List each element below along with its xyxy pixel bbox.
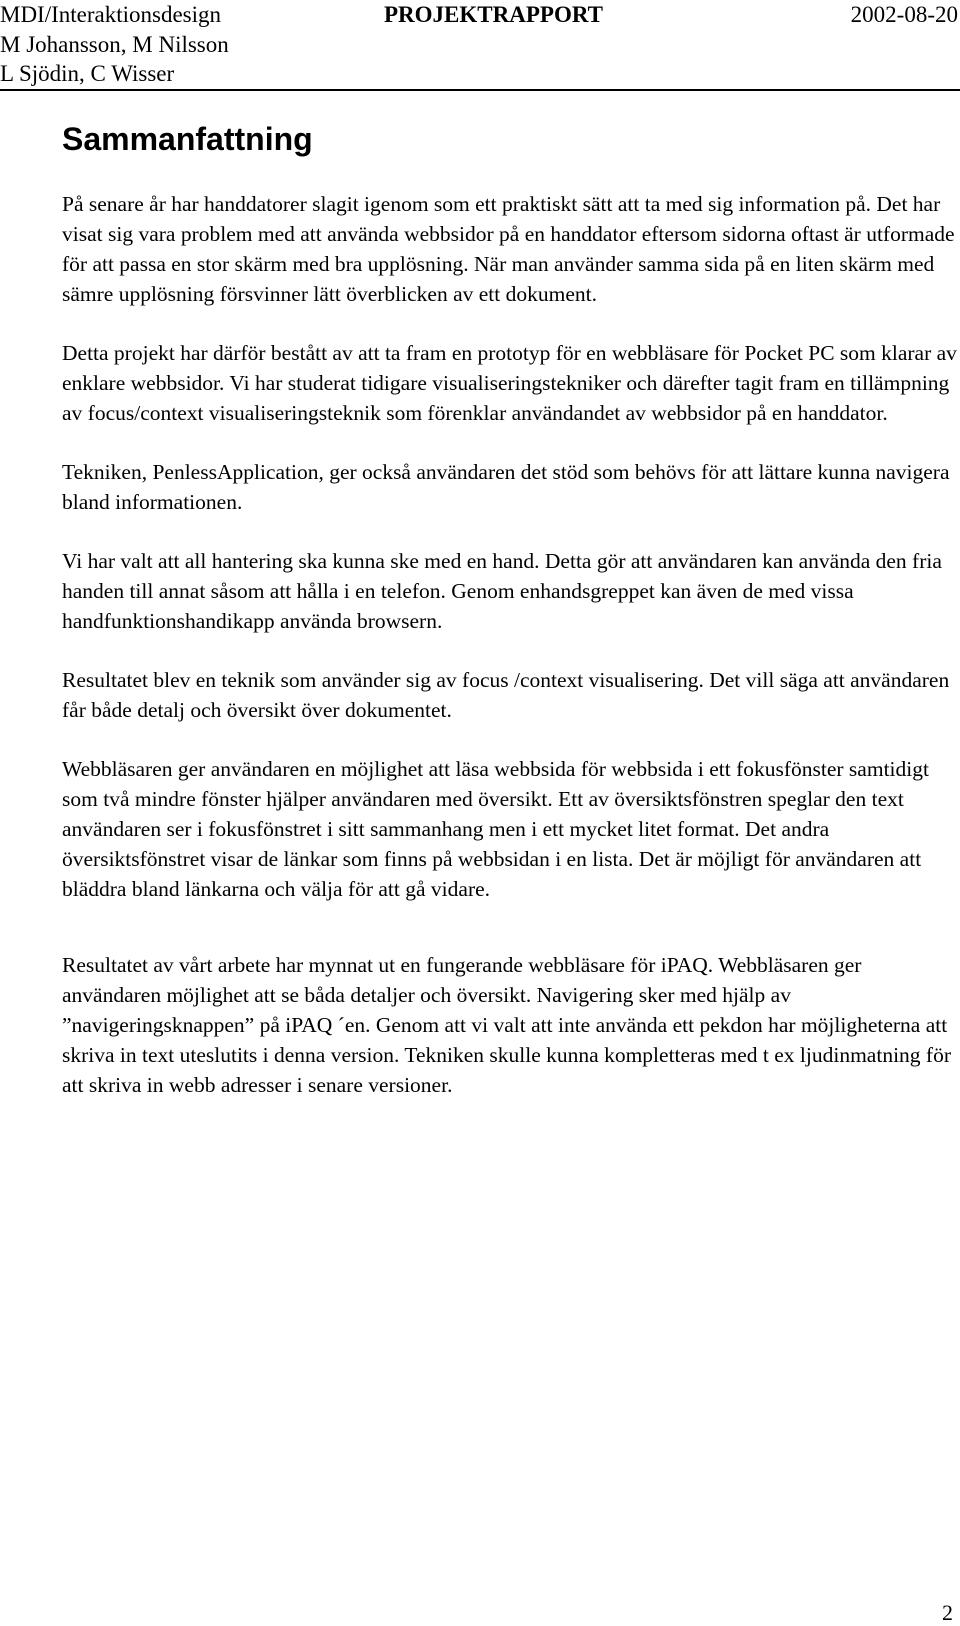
paragraph-5: Resultatet blev en teknik som använder sig av focus /context visualisering. Det vill säga att användaren får både detalj och översikt över dokumentet. <box>62 668 950 722</box>
paragraph-6: Webbläsaren ger användaren en möjlighet att läsa webbsida för webbsida i ett fokusfönster samtidigt som två mindre fönster hjälper användaren med översikt. Ett av översiktsfönstren speglar den text användaren ser i fokusfönstret i sitt sammanhang men i ett mycket litet format. Det andra översiktsfönstret visar de länkar som finns på webbsidan i en lista. Det är möjligt för användaren att bläddra bland länkarna och välja för att gå vidare. <box>62 757 929 901</box>
header-date: 2002-08-20 <box>850 2 958 27</box>
header-authors-line-1: M Johansson, M Nilsson <box>0 32 229 57</box>
paragraph-4: Vi har valt att all hantering ska kunna ske med en hand. Detta gör att användaren kan använda den fria handen till annat såsom att hålla i en telefon. Genom enhandsgreppet kan även de med vissa handfunktionshandikapp använda browsern. <box>62 549 942 633</box>
header-report-type: PROJEKTRAPPORT <box>384 2 603 27</box>
header-course: MDI/Interaktionsdesign <box>0 2 222 27</box>
paragraph-2: Detta projekt har därför bestått av att ta fram en prototyp för en webbläsare för Pocket PC som klarar av enklare webbsidor. Vi har studerat tidigare visualiseringstekniker och därefter tagit fram en tillämpning av focus/context visualiseringsteknik som förenklar användandet av webbsidor på en handdator. <box>62 341 957 425</box>
page-header <box>0 0 960 91</box>
section-title: Sammanfattning <box>62 121 313 157</box>
paragraph-3: Tekniken, PenlessApplication, ger också användaren det stöd som behövs för att lättare kunna navigera bland informationen. <box>62 460 950 514</box>
page-number: 2 <box>942 1600 953 1625</box>
paragraph-1: På senare år har handdatorer slagit igenom som ett praktiskt sätt att ta med sig information på. Det har visat sig vara problem med att använda webbsidor på en handdator eftersom sidorna oftast är utformade för att passa en stor skärm med bra upplösning. När man använder samma sida på en liten skärm med sämre upplösning försvinner lätt överblicken av ett dokument. <box>62 192 955 306</box>
header-authors-line-2: L Sjödin, C Wisser <box>0 61 175 86</box>
document-body <box>62 118 960 1129</box>
paragraph-7: Resultatet av vårt arbete har mynnat ut en fungerande webbläsare för iPAQ. Webbläsaren ger användaren möjlighet att se båda detaljer och översikt. Navigering sker med hjälp av ”navigeringsknappen” på iPAQ ´en. Genom att vi valt att inte använda ett pekdon har möjligheterna att skriva in text uteslutits i denna version. Tekniken skulle kunna kompletteras med t ex ljudinmatning för att skriva in webb adresser i senare versioner. <box>62 953 951 1097</box>
